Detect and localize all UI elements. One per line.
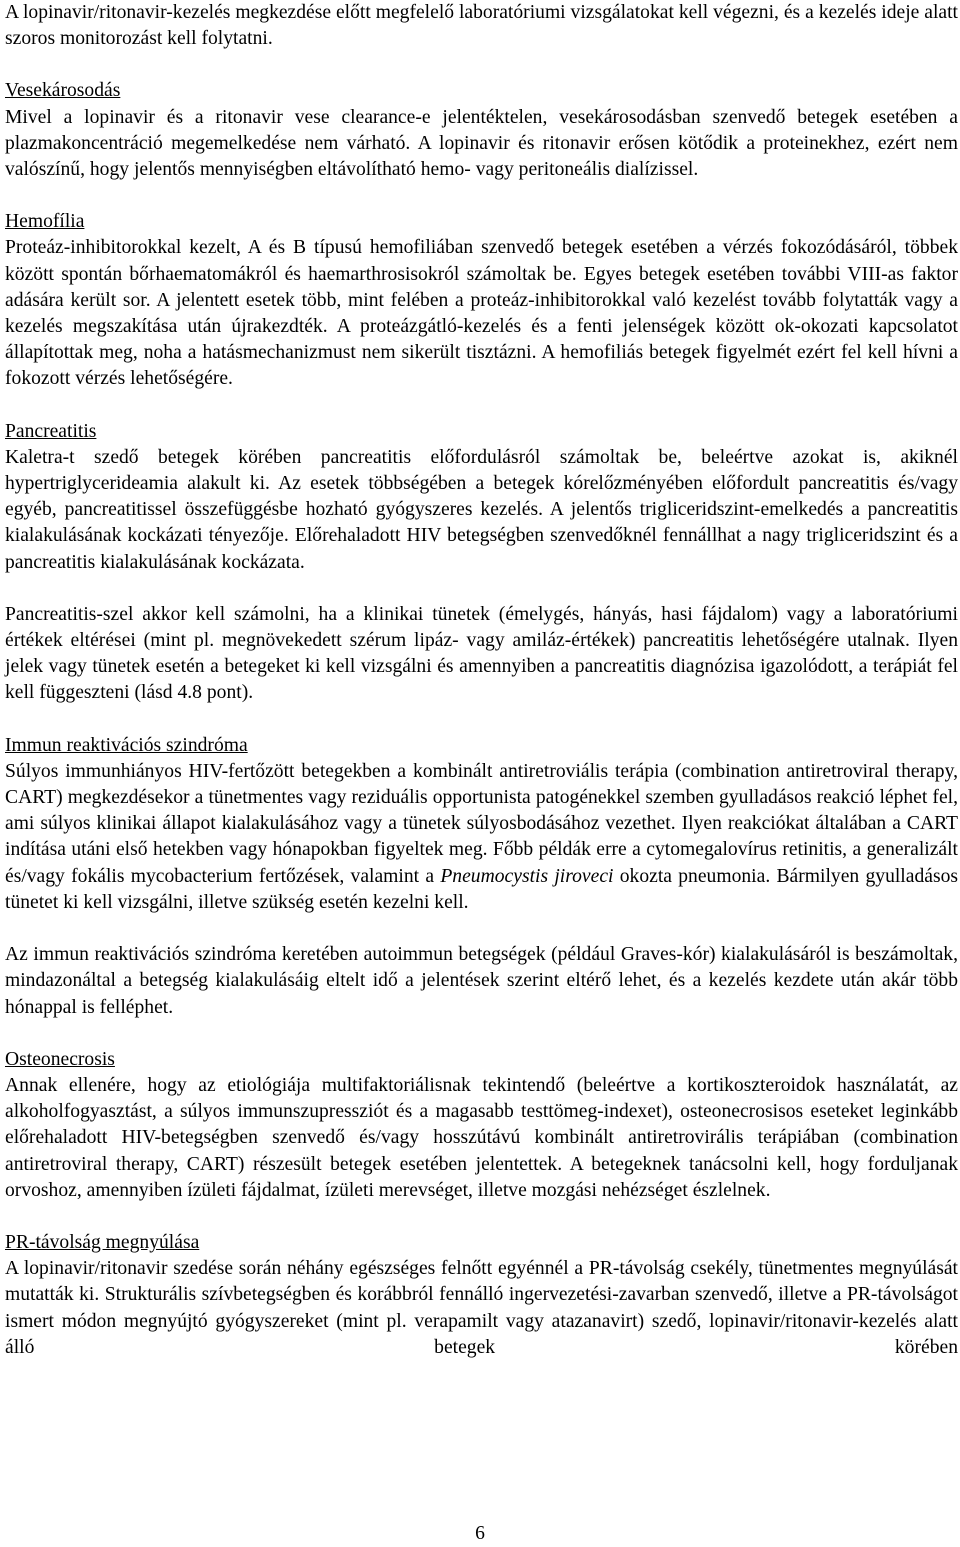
section-heading-osteonecrosis: Osteonecrosis (5, 1048, 115, 1070)
section-body-pr: A lopinavir/ritonavir szedése során néhány egészséges felnőtt egyénnél a PR-távolság csekély, tünetmentes megnyúlását mutatták ki. Strukturális szívbetegségben és korábbról fennálló ingervezetési-zavarban szenvedő, illetve a PR-távolságot ismert módon megnyújtó gyógyszereket (mint pl. verapamilt vagy atazanavirt) szedő, lopinavir/ritonavir-kezelés alatt álló betegek körében (5, 1258, 958, 1358)
section-heading-kidney: Vesekárosodás (5, 80, 121, 102)
section-kidney (5, 78, 958, 183)
section-body-hemophilia: Proteáz-inhibitorokkal kezelt, A és B típusú hemofiliában szenvedő betegek esetében a vérzés fokozódásáról, többek között spontán bőrhaematomákról és haemarthrosisokról számoltak be. Egyes betegek esetében további VIII-as faktor adására került sor. A jelentett esetek több, mint felében a proteáz-inhibitorokkal való kezelést tovább folytatták vagy a kezelés megszakítása után újrakezdték. A proteázgátló-kezelés és a fenti jelenségek között ok-okozati kapcsolatot állapítottak meg, noha a hatásmechanizmust nem sikerült tisztázni. A hemofiliás betegek figyelmét ezért fel kell hívni a fokozott vérzés lehetőségére. (5, 237, 958, 390)
section-pr (5, 1230, 958, 1361)
immune-text-before: Súlyos immunhiányos HIV-fertőzött betegekben a kombinált antiretroviális terápia (combination antiretroviral therapy, CART) megkezdésekor a tünetmentes vagy reziduális opportunista patogénekkel szemben gyulladásos reakció léphet fel, ami súlyos klinikai állapot kialakulásához vagy a tünetek súlyosbodásához vezethet. Ilyen reakciókat általában a CART indítása utáni első hetekben vagy hónapokban figyeltek meg. Főbb példák erre a cytomegalovírus retinitis, a generalizált és/vagy fokális mycobacterium fertőzések, valamint a (5, 760, 958, 887)
section-body-kidney: Mivel a lopinavir és a ritonavir vese clearance-e jelentéktelen, vesekárosodásban szenvedő betegek esetében a plazmakoncentráció megemelkedése nem várható. A lopinavir és ritonavir erősen kötődik a proteinekhez, ezért nem valószínű, hogy jelentős mennyiségben eltávolítható hemo- vagy peritoneális dialízissel. (5, 106, 958, 181)
section-osteonecrosis (5, 1047, 958, 1204)
section-body-immune-2: Az immun reaktivációs szindróma keretében autoimmun betegségek (például Graves-kór) kialakulásáról is beszámoltak, mindazonáltal a betegség kialakulásáig eltelt idő a jelentések szerint eltérő lehet, és a kezelés kezdete után akár több hónappal is felléphet. (5, 944, 958, 1018)
section-body-pancreatitis-1: Kaletra-t szedő betegek körében pancreatitis előfordulásról számoltak be, beleértve azokat is, akiknél hypertriglycerideamia alakult ki. Az esetek többségében a betegek kórelőzményében előfordult pancreatitis és/vagy egyéb, pancreatitissel összefüggésbe hozható gyógyszeres kezelés. A jelentős trigliceridszint-emelkedés a pancreatitis kialakulásának kockázati tényezője. Előrehaladott HIV betegségben szenvedőknél fennállhat a nagy trigliceridszint és a pancreatitis kialakulásának kockázata. (5, 446, 958, 573)
section-body-immune-1 (5, 759, 958, 916)
section-heading-pancreatitis: Pancreatitis (5, 420, 97, 442)
intro-paragraph: A lopinavir/ritonavir-kezelés megkezdése előtt megfelelő laboratóriumi vizsgálatokat kell végezni, és a kezelés ideje alatt szoros monitorozást kell folytatni. (5, 2, 958, 50)
section-heading-immune: Immun reaktivációs szindróma (5, 734, 248, 756)
document-page (5, 0, 958, 1361)
section-pancreatitis (5, 419, 958, 707)
section-immune (5, 733, 958, 1021)
section-body-osteonecrosis: Annak ellenére, hogy az etiológiája multifaktoriálisnak tekintendő (beleértve a kortikoszteroidok használatát, az alkoholfogyasztást, a súlyos immunszupressziót és a magasabb testtömeg-indexet), osteonecrosisos eseteket leginkább előrehaladott HIV-betegségben szenvedő és/vagy hosszútávú kombinált antiretrovirális terápiában (combination antiretroviral therapy, CART) részesült betegek esetében jelentettek. A betegeknek tanácsolni kell, hogy forduljanak orvoshoz, amennyiben ízületi fájdalmat, ízületi merevséget, illetve mozgási nehézséget észlelnek. (5, 1074, 958, 1201)
section-heading-pr: PR-távolság megnyúlása (5, 1231, 200, 1253)
page-number: 6 (475, 1523, 485, 1544)
section-heading-hemophilia: Hemofília (5, 211, 85, 233)
section-hemophilia (5, 209, 958, 392)
immune-text-after: okozta pneumonia. Bármilyen gyulladásos tünetet ki kell vizsgálni, illetve szükség esetén kezelni kell. (5, 865, 958, 913)
section-body-pancreatitis-2: Pancreatitis-szel akkor kell számolni, ha a klinikai tünetek (émelygés, hányás, hasi fájdalom) vagy a laboratóriumi értékek eltérései (mint pl. megnövekedett szérum lipáz- vagy amiláz-értékek) pancreatitis lehetőségére utalnak. Ilyen jelek vagy tünetek esetén a betegeket ki kell vizsgálni és amennyiben a pancreatitis diagnózisa igazolódott, a terápiát fel kell függeszteni (lásd 4.8 pont). (5, 603, 958, 704)
immune-text-italic: Pneumocystis jiroveci (440, 865, 614, 887)
